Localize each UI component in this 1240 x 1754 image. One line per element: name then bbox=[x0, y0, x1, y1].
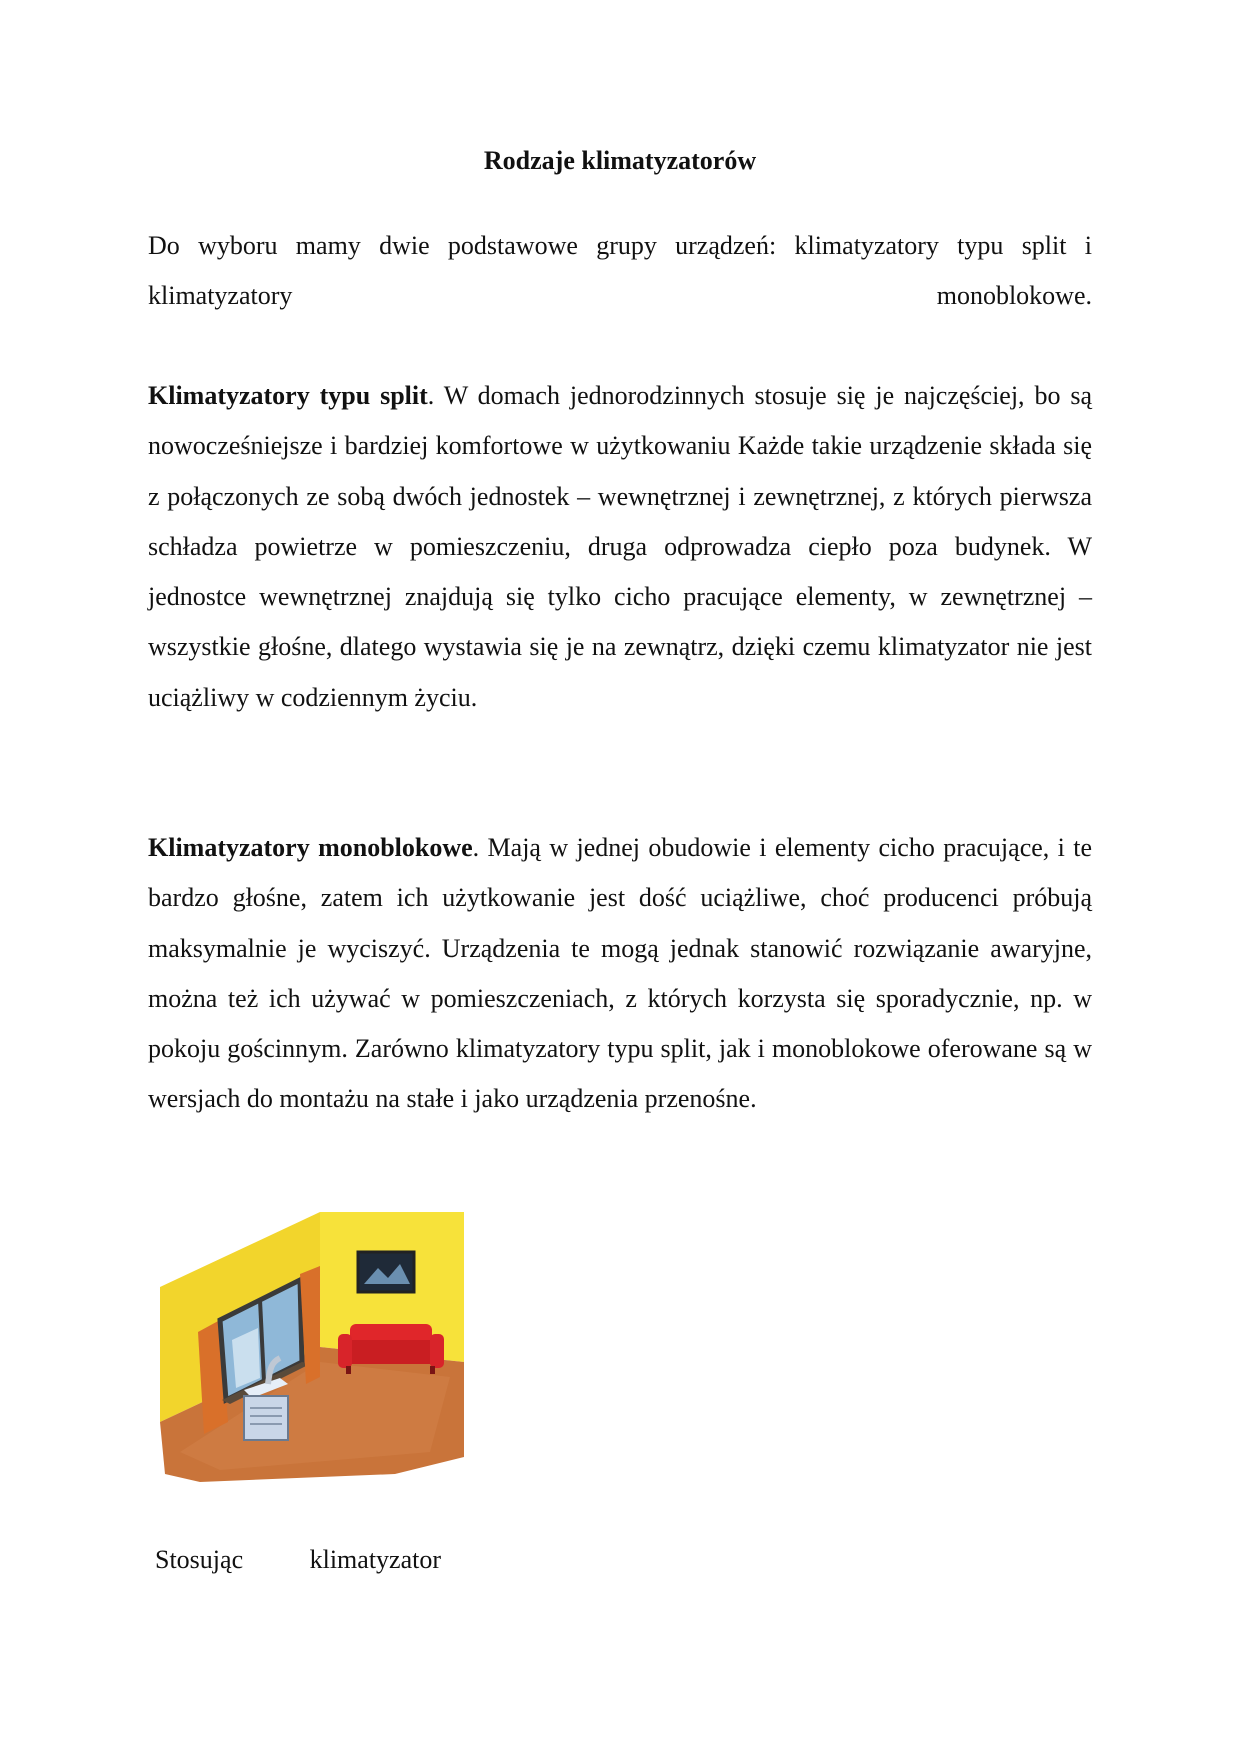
split-text: . W domach jednorodzinnych stosuje się je najczęściej, bo są nowocześniejsze i bardziej komfortowe w użytkowaniu Każde takie urządzenie składa się z połączonych ze sobą dwóch jednostek – wewnętrznej i zewnętrznej, z których pierwsza schładza powietrze w pomieszczeniu, druga odprowadza ciepło poza budynek. W jednostce wewnętrznej znajdują się tylko cicho pracujące elementy, w zewnętrznej – wszystkie głośne, dlatego wystawia się je na zewnątrz, dzięki czemu klimatyzator nie jest uciążliwy w codziennym życiu. bbox=[148, 381, 1092, 712]
split-paragraph bbox=[148, 371, 1092, 723]
document-title: Rodzaje klimatyzatorów bbox=[483, 146, 757, 175]
mono-heading: Klimatyzatory monoblokowe bbox=[148, 833, 473, 862]
intro-paragraph: Do wyboru mamy dwie podstawowe grupy urządzeń: klimatyzatory typu split i klimatyzatory monoblokowe. bbox=[148, 231, 1092, 311]
room-illustration-icon bbox=[160, 1212, 464, 1482]
mono-text: . Mają w jednej obudowie i elementy cicho pracujące, i te bardzo głośne, zatem ich użytkowanie jest dość uciążliwe, choć producenci próbują maksymalnie je wyciszyć. Urządzenia te mogą jednak stanowić rozwiązanie awaryjne, można też ich używać w pomieszczeniach, z których korzysta się sporadycznie, np. w pokoju gościnnym. Zarówno klimatyzatory typu split, jak i monoblokowe oferowane są w wersjach do montażu na stałe i jako urządzenia przenośne. bbox=[148, 833, 1092, 1114]
split-heading: Klimatyzatory typu split bbox=[148, 381, 428, 410]
mono-paragraph bbox=[148, 823, 1092, 1125]
caption-text: Stosując klimatyzator bbox=[155, 1545, 442, 1574]
room-air-conditioner-illustration bbox=[160, 1212, 464, 1482]
